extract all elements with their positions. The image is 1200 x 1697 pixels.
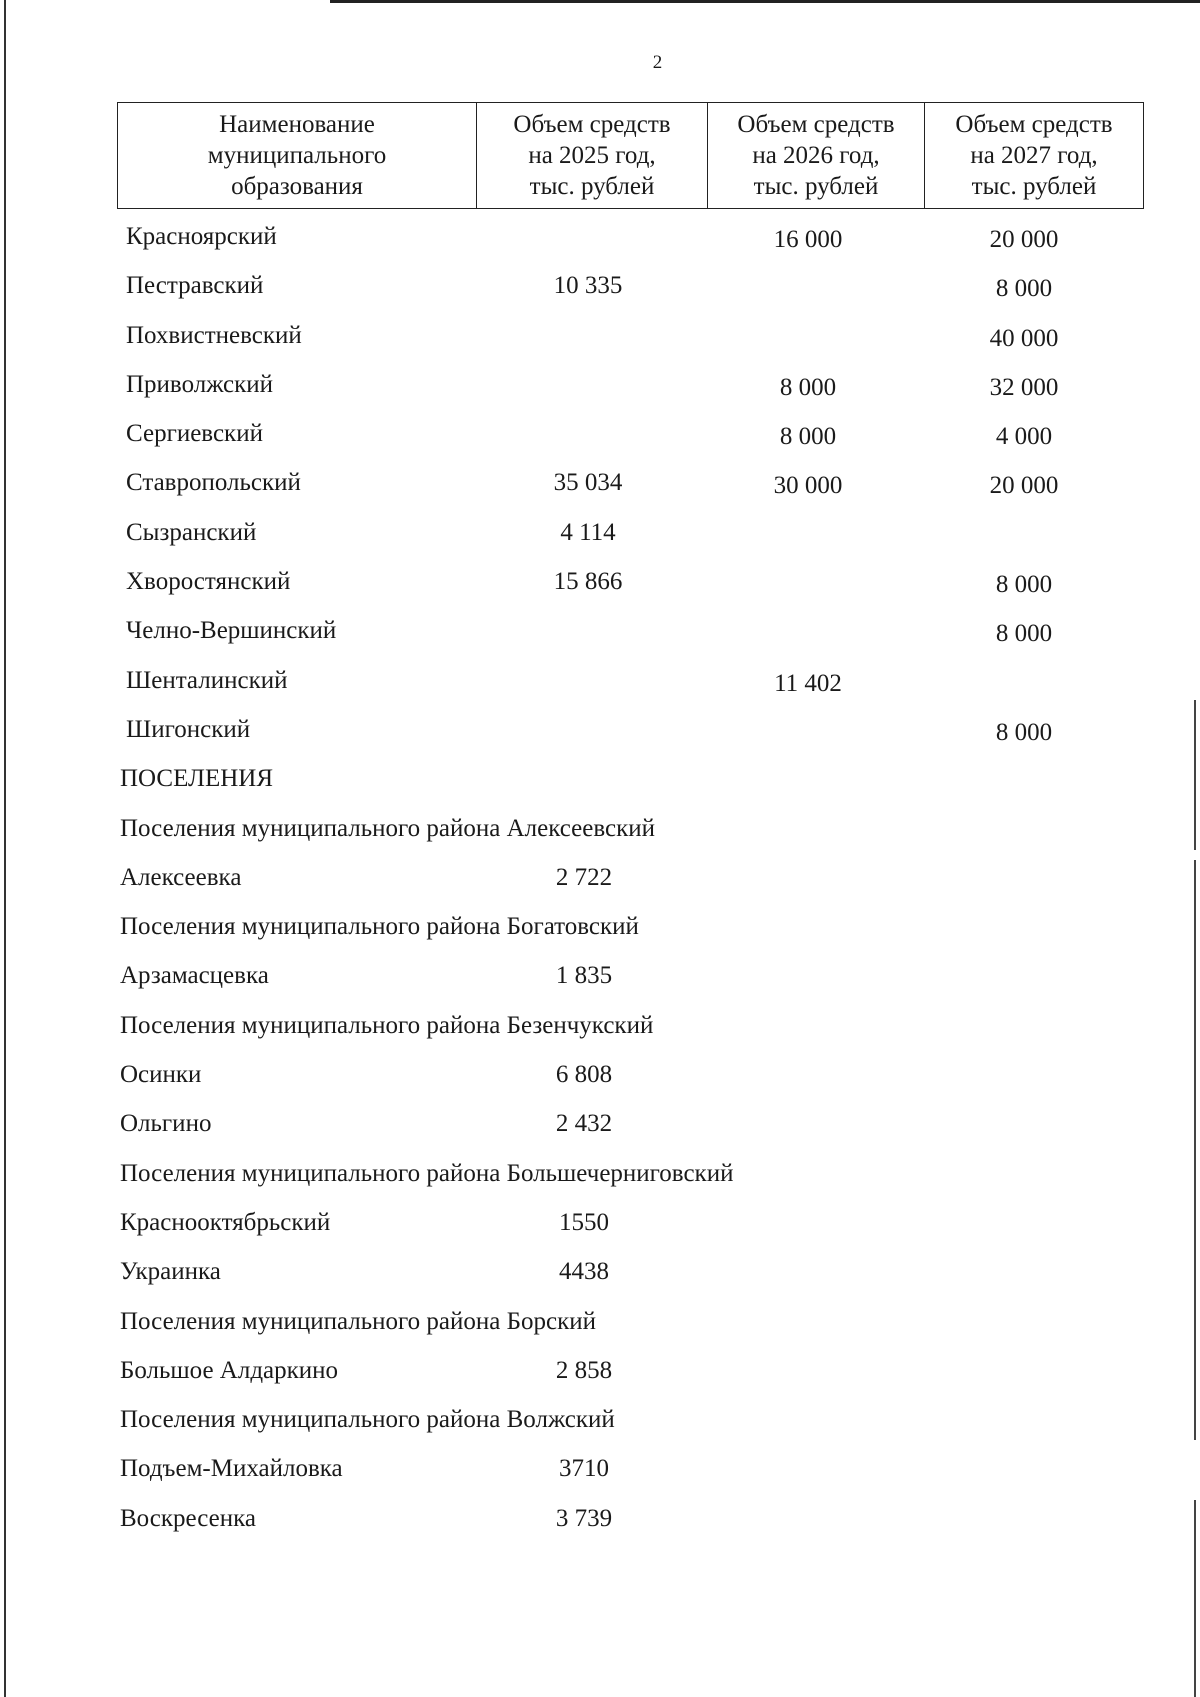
header-line: на 2027 год, bbox=[970, 142, 1098, 169]
row-name: Подъем-Михайловка bbox=[120, 1455, 343, 1483]
table-row bbox=[0, 666, 1200, 715]
row-name: Арзамасцевка bbox=[120, 962, 269, 990]
row-name: Похвистневский bbox=[126, 321, 302, 349]
header-2025 bbox=[477, 103, 708, 209]
scan-edge-top bbox=[330, 0, 1200, 3]
row-value-2027: 20 000 bbox=[989, 226, 1059, 253]
row-name: Хворостянский bbox=[126, 568, 291, 596]
row-value-2026: 30 000 bbox=[773, 472, 843, 500]
row-name: Поселения муниципального района Алексеевский bbox=[120, 814, 656, 842]
row-value-2025: 6 808 bbox=[555, 1061, 613, 1089]
header-line: тыс. рублей bbox=[529, 173, 655, 200]
table-row bbox=[0, 321, 1200, 370]
row-value-2027: 32 000 bbox=[989, 373, 1059, 401]
group-heading bbox=[0, 912, 1200, 961]
table-row bbox=[0, 616, 1200, 665]
row-name: Поселения муниципального района Богатовский bbox=[120, 913, 639, 941]
row-value-2025: 4 114 bbox=[560, 518, 616, 546]
table-row bbox=[0, 1257, 1200, 1306]
header-line: тыс. рублей bbox=[971, 173, 1097, 200]
row-name: Приволжский bbox=[126, 370, 274, 398]
row-value-2026: 16 000 bbox=[773, 226, 843, 253]
page-number: 2 bbox=[652, 52, 663, 73]
row-name: Осинки bbox=[120, 1061, 202, 1089]
row-value-2027: 4 000 bbox=[995, 423, 1053, 451]
row-name: Большое Алдаркино bbox=[120, 1356, 339, 1384]
row-value-2027: 20 000 bbox=[989, 472, 1059, 500]
table-row bbox=[0, 518, 1200, 567]
table-row bbox=[0, 715, 1200, 764]
table-row bbox=[0, 1060, 1200, 1109]
row-value-2025: 10 335 bbox=[553, 272, 623, 300]
table-row bbox=[0, 1208, 1200, 1257]
header-line: тыс. рублей bbox=[753, 173, 879, 200]
row-value-2025: 3710 bbox=[559, 1455, 609, 1483]
row-value-2027: 40 000 bbox=[989, 324, 1059, 352]
row-name: Челно-Вершинский bbox=[126, 617, 337, 645]
row-name: Поселения муниципального района Борский bbox=[120, 1307, 596, 1335]
group-heading bbox=[0, 814, 1200, 863]
row-value-2027: 8 000 bbox=[995, 620, 1053, 648]
table-row bbox=[0, 419, 1200, 468]
row-name: ПОСЕЛЕНИЯ bbox=[120, 765, 274, 793]
group-heading bbox=[0, 1405, 1200, 1454]
section-heading bbox=[0, 764, 1200, 813]
header-line: Объем средств bbox=[737, 111, 895, 138]
table-row bbox=[0, 961, 1200, 1010]
group-heading bbox=[0, 1159, 1200, 1208]
table-row bbox=[0, 1504, 1200, 1553]
header-2026 bbox=[708, 103, 925, 209]
header-name bbox=[118, 103, 477, 209]
row-value-2025: 2 858 bbox=[555, 1356, 613, 1384]
table-row bbox=[0, 567, 1200, 616]
row-value-2027: 8 000 bbox=[995, 571, 1053, 599]
header-line: образования bbox=[231, 173, 363, 200]
row-name: Шенталинский bbox=[126, 666, 288, 694]
table-body bbox=[0, 222, 1200, 1553]
table-row bbox=[0, 222, 1200, 271]
header-line: на 2025 год, bbox=[528, 142, 656, 169]
table-row bbox=[0, 1109, 1200, 1158]
row-name: Красноярский bbox=[126, 223, 277, 250]
group-heading bbox=[0, 1307, 1200, 1356]
row-value-2027: 8 000 bbox=[995, 275, 1053, 303]
row-value-2025: 1550 bbox=[559, 1208, 609, 1236]
row-value-2025: 15 866 bbox=[553, 568, 623, 596]
row-value-2025: 2 432 bbox=[555, 1110, 613, 1138]
header-line: Наименование bbox=[219, 111, 375, 138]
row-name: Ставропольский bbox=[126, 469, 301, 497]
row-value-2025: 2 722 bbox=[555, 863, 613, 891]
row-name: Воскресенка bbox=[120, 1504, 256, 1532]
row-value-2025: 3 739 bbox=[555, 1504, 613, 1532]
row-name: Краснооктябрьский bbox=[120, 1208, 331, 1236]
row-value-2025: 1 835 bbox=[555, 962, 613, 990]
row-name: Украинка bbox=[120, 1258, 221, 1286]
row-value-2026: 8 000 bbox=[779, 373, 837, 401]
row-value-2025: 35 034 bbox=[553, 469, 623, 497]
row-value-2026: 8 000 bbox=[779, 423, 837, 451]
row-name: Алексеевка bbox=[120, 863, 242, 891]
group-heading bbox=[0, 1011, 1200, 1060]
row-value-2027: 8 000 bbox=[995, 718, 1053, 746]
header-2027 bbox=[925, 103, 1144, 209]
header-line: муниципального bbox=[207, 142, 387, 169]
header-line: Объем средств bbox=[955, 111, 1113, 138]
header-line: на 2026 год, bbox=[752, 142, 880, 169]
row-name: Ольгино bbox=[120, 1110, 212, 1138]
row-name: Шигонский bbox=[126, 715, 251, 743]
table-row bbox=[0, 863, 1200, 912]
row-value-2026: 11 402 bbox=[774, 669, 842, 697]
table-row bbox=[0, 271, 1200, 320]
header-line: Объем средств bbox=[513, 111, 671, 138]
row-name: Поселения муниципального района Большечерниговский bbox=[120, 1159, 734, 1187]
table-row bbox=[0, 1356, 1200, 1405]
row-name: Поселения муниципального района Безенчукский bbox=[120, 1011, 654, 1039]
table-row bbox=[0, 468, 1200, 517]
table-header bbox=[117, 102, 1144, 209]
table-row bbox=[0, 370, 1200, 419]
table-row bbox=[0, 1454, 1200, 1503]
row-name: Пестравский bbox=[126, 272, 264, 300]
row-name: Сергиевский bbox=[126, 420, 263, 448]
row-value-2025: 4438 bbox=[559, 1258, 609, 1286]
row-name: Поселения муниципального района Волжский bbox=[120, 1406, 615, 1434]
row-name: Сызранский bbox=[126, 518, 257, 546]
